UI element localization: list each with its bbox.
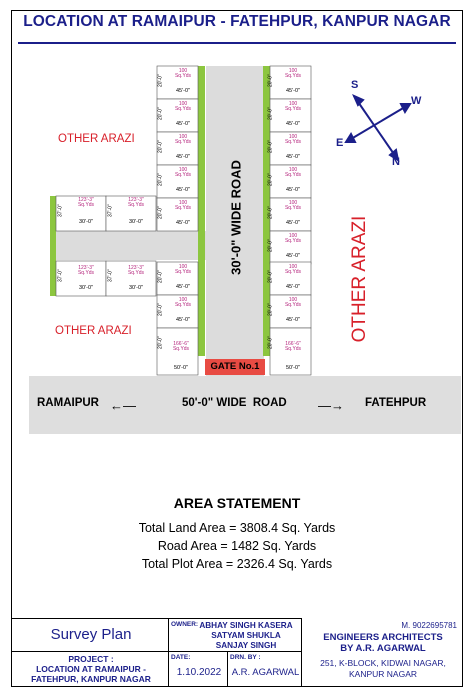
owner-value: ABHAY SINGH KASERA SATYAM SHUKLA SANJAY SINGH [199, 621, 293, 650]
plot-right-width: 20'-0" [267, 206, 274, 219]
plot-left-depth: 45'-0" [175, 284, 190, 290]
plot-left-width: 20'-0" [157, 107, 164, 120]
plot-right-area: 100 Sq.Yds [284, 68, 302, 80]
plot-right-corner-area: 166'-6" Sq.Yds [284, 341, 302, 353]
plot-right-width: 20'-0" [267, 303, 274, 316]
plot-left-width: 20'-0" [157, 74, 164, 87]
plot-left-depth: 45'-0" [175, 121, 190, 127]
owner-cell [168, 618, 302, 652]
plot-right-area: 100 Sq.Yds [284, 233, 302, 245]
plot-left-corner-depth: 50'-0" [173, 365, 188, 371]
left-arrow-icon: ←— [110, 398, 136, 413]
area-statement-title: AREA STATEMENT [173, 495, 301, 511]
plot-branch-depth: 30'-0" [78, 219, 93, 225]
firm-name: ENGINEERS ARCHITECTS BY A.R. AGARWAL [323, 632, 443, 654]
plot-branch-width: 37'-0" [57, 204, 64, 217]
plot-left-depth: 45'-0" [175, 88, 190, 94]
plot-right-area: 100 Sq.Yds [284, 134, 302, 146]
drawn-label: DRN. BY : [230, 654, 261, 661]
compass-s-label: S [351, 79, 359, 91]
mobile-number: M. 9022695781 [401, 621, 457, 630]
plot-left-width: 20'-0" [157, 206, 164, 219]
plot-right-area: 100 Sq.Yds [284, 200, 302, 212]
other-arazi-bottom: OTHER ARAZI [55, 325, 132, 337]
owner-label: OWNER: [171, 621, 199, 628]
plot-left-depth: 45'-0" [175, 317, 190, 323]
plot-right-area: 100 Sq.Yds [284, 297, 302, 309]
road-center-label: 50'-0" WIDE ROAD [182, 397, 287, 409]
plot-right-area: 100 Sq.Yds [284, 167, 302, 179]
total-plot-area: Total Plot Area = 2326.4 Sq. Yards [141, 557, 333, 571]
date-value: 1.10.2022 [176, 667, 222, 678]
plot-branch-depth: 30'-0" [128, 285, 143, 291]
plot-left-depth: 45'-0" [175, 154, 190, 160]
plan-cell [11, 618, 169, 652]
plot-left-area: 100 Sq.Yds [174, 101, 192, 113]
plot-branch-width: 37'-0" [107, 269, 114, 282]
plot-left-corner-area: 166'-6" Sq.Yds [172, 341, 190, 353]
plot-branch-width: 37'-0" [57, 269, 64, 282]
plot-right-width: 20'-0" [267, 239, 274, 252]
other-arazi-top: OTHER ARAZI [58, 133, 135, 145]
plot-branch-area: 123'-3" Sq.Yds [127, 265, 145, 277]
plot-left-width: 20'-0" [157, 303, 164, 316]
title-block [11, 618, 463, 687]
date-label: DATE: [171, 654, 191, 661]
project-label: PROJECT : [68, 654, 114, 664]
plot-branch-area: 123'-3" Sq.Yds [127, 197, 145, 209]
compass-n-label: N [392, 156, 400, 168]
plot-right-depth: 45'-0" [285, 121, 300, 127]
other-arazi-right: OTHER ARAZI [349, 215, 370, 343]
plot-left-width: 20'-0" [157, 270, 164, 283]
road-right-label: FATEHPUR [365, 397, 427, 409]
plot-branch-area: 123'-3" Sq.Yds [77, 265, 95, 277]
plot-right-width: 20'-0" [267, 270, 274, 283]
right-arrow-icon: —→ [318, 398, 344, 413]
plot-branch-depth: 30'-0" [128, 219, 143, 225]
vertical-road-label: 30'-0" WIDE ROAD [228, 160, 244, 275]
plot-right-area: 100 Sq.Yds [284, 101, 302, 113]
date-cell [168, 651, 228, 687]
plot-left-area: 100 Sq.Yds [174, 200, 192, 212]
plot-left-depth: 45'-0" [175, 187, 190, 193]
plot-branch-depth: 30'-0" [78, 285, 93, 291]
plot-right-corner-depth: 50'-0" [285, 365, 300, 371]
drawn-cell [227, 651, 302, 687]
plot-right-depth: 45'-0" [285, 187, 300, 193]
plot-right-depth: 45'-0" [285, 220, 300, 226]
plot-right-width: 20'-0" [267, 336, 274, 349]
plan-title: Survey Plan [50, 626, 132, 643]
road-area: Road Area = 1482 Sq. Yards [157, 539, 317, 553]
plot-left-width: 20'-0" [157, 173, 164, 186]
firm-cell [301, 618, 463, 687]
plot-left-area: 100 Sq.Yds [174, 68, 192, 80]
plot-right-depth: 45'-0" [285, 284, 300, 290]
total-land-area: Total Land Area = 3808.4 Sq. Yards [138, 521, 336, 535]
compass-w-label: W [411, 95, 422, 107]
page-title: LOCATION AT RAMAIPUR - FATEHPUR, KANPUR NAGAR [23, 13, 451, 30]
compass-e-label: E [336, 137, 344, 149]
plot-right-width: 20'-0" [267, 140, 274, 153]
plot-left-depth: 45'-0" [175, 220, 190, 226]
plot-left-area: 100 Sq.Yds [174, 167, 192, 179]
plot-branch-area: 123'-3" Sq.Yds [77, 197, 95, 209]
plot-left-corner-width: 20'-0" [157, 336, 164, 349]
road-left-label: RAMAIPUR [37, 397, 99, 409]
plot-branch-width: 37'-0" [107, 204, 114, 217]
plot-right-depth: 45'-0" [285, 317, 300, 323]
plot-right-depth: 45'-0" [285, 88, 300, 94]
firm-address: 251, K-BLOCK, KIDWAI NAGAR, KANPUR NAGAR [320, 658, 446, 679]
plot-left-area: 100 Sq.Yds [174, 134, 192, 146]
drawn-value: A.R. AGARWAL [231, 667, 300, 678]
project-cell [11, 651, 169, 687]
plot-left-width: 20'-0" [157, 140, 164, 153]
plot-left-area: 100 Sq.Yds [174, 264, 192, 276]
plot-right-depth: 45'-0" [285, 253, 300, 259]
plot-right-area: 100 Sq.Yds [284, 264, 302, 276]
project-value: LOCATION AT RAMAIPUR - FATEHPUR, KANPUR NAGAR [31, 664, 151, 684]
gate-label: GATE No.1 [210, 361, 260, 372]
plot-left-area: 100 Sq.Yds [174, 297, 192, 309]
plot-right-depth: 45'-0" [285, 154, 300, 160]
plot-right-width: 20'-0" [267, 173, 274, 186]
plot-right-width: 20'-0" [267, 107, 274, 120]
plot-right-width: 20'-0" [267, 74, 274, 87]
